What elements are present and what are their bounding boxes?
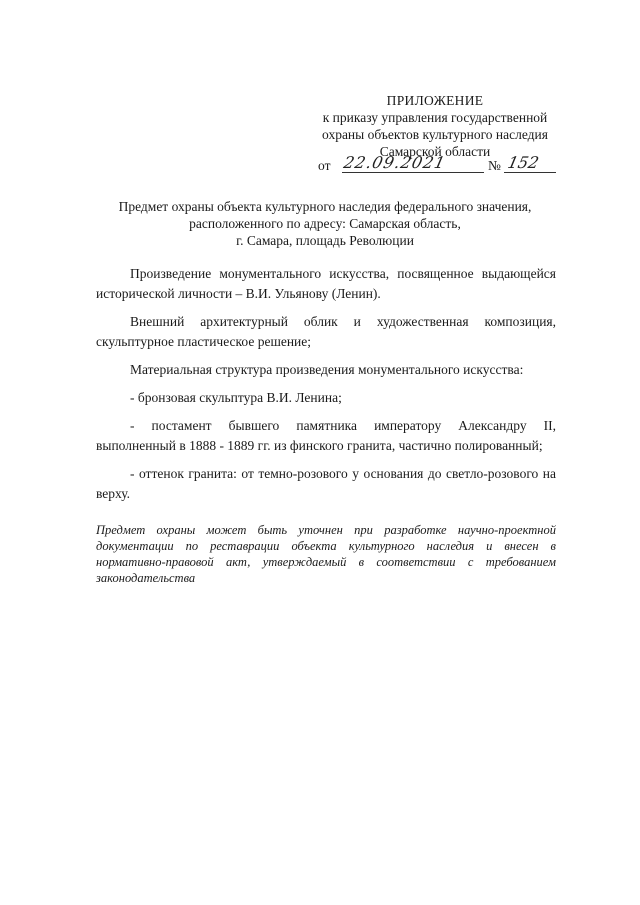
document-title-line: Предмет охраны объекта культурного наследия федерального значения,: [118, 199, 532, 214]
appendix-line: к приказу управления государственной: [322, 110, 548, 125]
body-paragraph: Внешний архитектурный облик и художественная композиция, скульптурное пластическое решение;: [96, 314, 556, 349]
number-label: №: [488, 158, 501, 173]
body-paragraph: Материальная структура произведения монументального искусства:: [130, 362, 524, 377]
handwritten-date: 22.09.2021: [341, 153, 448, 172]
number-underline: [504, 172, 556, 173]
appendix-line: Самарской области: [379, 144, 491, 159]
body-paragraph: Произведение монументального искусства, посвященное выдающейся исторической личности – В.И. Ульянову (Ленин).: [96, 266, 556, 301]
appendix-line: охраны объектов культурного наследия: [322, 127, 548, 142]
document-body: [96, 264, 556, 512]
from-label: от: [318, 158, 331, 173]
body-paragraph: - бронзовая скульптура В.И. Ленина;: [130, 390, 342, 405]
body-paragraph: - постамент бывшего памятника императору Александру II, выполненный в 1888 - 1889 гг. из финского гранита, частично полированный;: [96, 418, 556, 453]
document-title: [100, 198, 550, 249]
handwritten-number: 152: [505, 153, 541, 172]
document-title-line: расположенного по адресу: Самарская область,: [189, 216, 461, 231]
date-underline: [342, 172, 484, 173]
clarification-note: Предмет охраны может быть уточнен при разработке научно-проектной документации по реставрации объекта культурного наследия и внесен в нормативно-правовой акт, утверждаемый в соответствии с требованием законодательства: [96, 523, 556, 585]
document-title-line: г. Самара, площадь Революции: [236, 233, 414, 248]
order-date-number-line: [318, 153, 570, 178]
body-paragraph: - оттенок гранита: от темно-розового у основания до светло-розового на верху.: [96, 466, 556, 501]
appendix-header: [300, 92, 570, 160]
appendix-title: ПРИЛОЖЕНИЕ: [386, 93, 484, 108]
